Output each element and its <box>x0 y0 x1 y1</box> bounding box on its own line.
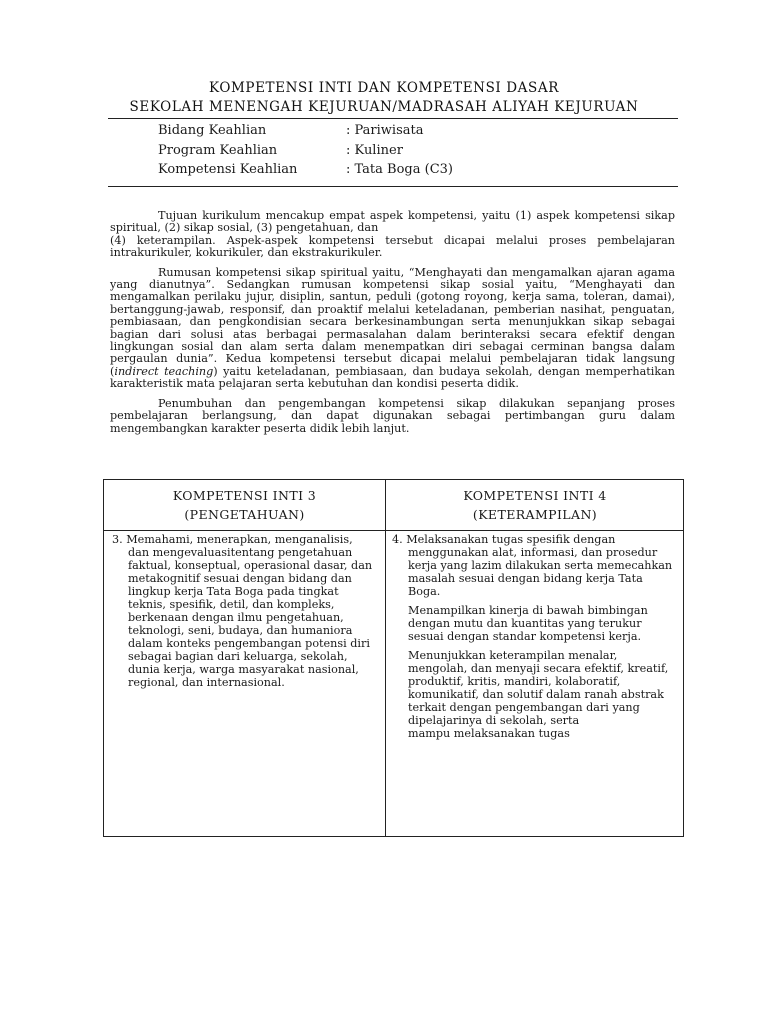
ki4-header <box>386 486 684 524</box>
paragraph-penumbuhan: Penumbuhan dan pengembangan kompetensi sikap dilakukan sepanjang proses pembelajaran berlangsung, dan dapat digunakan sebagai pertimbangan guru dalam mengembangkan karakter peserta didik lebih lanjut. <box>110 396 675 435</box>
ki4-text-3: Menunjukkan keterampilan menalar, mengolah, dan menyaji secara efektif, kreatif, produktif, kritis, mandiri, kolaboratif, komunikatif, dan solutif dalam ranah abstrak terkait dengan pengembangan dari yang dipelajarinya di sekolah, serta <box>408 649 669 727</box>
meta-value: : Pariwisata <box>346 123 424 138</box>
italic-term: indirect teaching <box>114 364 214 378</box>
bottom-divider <box>108 186 678 187</box>
ki4-text-2: Menampilkan kinerja di bawah bimbingan dengan mutu dan kuantitas yang terukur sesuai dengan standar kompetensi kerja. <box>408 604 648 643</box>
ki4-header-subtitle: (KETERAMPILAN) <box>472 507 598 522</box>
competency-table <box>103 479 684 837</box>
meta-label: Kompetensi Keahlian <box>158 162 298 177</box>
header-divider <box>104 530 683 531</box>
meta-value: : Tata Boga (C3) <box>346 162 453 177</box>
column-divider <box>385 480 386 836</box>
ki3-header <box>104 486 385 524</box>
body-paragraphs <box>110 210 675 442</box>
paragraph-tujuan <box>110 210 675 260</box>
ki3-header-subtitle: (PENGETAHUAN) <box>184 507 305 522</box>
paragraph-text: ) yaitu keteladanan, pembiasaan, dan budaya sekolah, dengan memperhatikan karakteristik mata pelajaran serta kebutuhan dan kondisi peserta didik. <box>110 364 676 391</box>
ki4-content <box>392 533 678 740</box>
paragraph-rumusan <box>110 267 675 391</box>
document-subtitle: SEKOLAH MENENGAH KEJURUAN/MADRASAH ALIYAH KEJURUAN <box>129 99 639 115</box>
ki3-header-title: KOMPETENSI INTI 3 <box>172 488 317 503</box>
top-divider <box>108 118 678 119</box>
meta-label: Bidang Keahlian <box>158 123 267 138</box>
paragraph-text: Tujuan kurikulum mencakup empat aspek kompetensi, yaitu (1) aspek kompetensi sikap spiritual, (2) sikap sosial, (3) pengetahuan, dan <box>110 209 675 235</box>
ki4-text-4: mampu melaksanakan tugas <box>408 727 570 740</box>
paragraph-text: (4) keterampilan. Aspek-aspek kompetensi tersebut dicapai melalui proses pembelajaran intrakurikuler, kokurikuler, dan ekstrakurikuler. <box>110 233 675 260</box>
document-title: KOMPETENSI INTI DAN KOMPETENSI DASAR <box>209 80 559 96</box>
ki3-text: 3. Memahami, menerapkan, menganalisis, dan mengevaluasitentang pengetahuan faktual, konseptual, operasional dasar, dan metakognitif sesuai dengan bidang dan lingkup kerja Tata Boga pada tingkat teknis, spesifik, detil, dan kompleks, berkenaan dengan ilmu pengetahuan, teknologi, seni, budaya, dan humaniora dalam konteks pengembangan potensi diri sebagai bagian dari keluarga, sekolah, dunia kerja, warga masyarakat nasional, regional, dan internasional. <box>112 533 373 689</box>
ki4-header-title: KOMPETENSI INTI 4 <box>463 488 607 503</box>
paragraph-text: Rumusan kompetensi sikap spiritual yaitu, “Menghayati dan mengamalkan ajaran agama yang dianutnya”. Sedangkan rumusan kompetensi sikap sosial yaitu, “Menghayati dan mengamalkan perilaku jujur, disiplin, santun, peduli (gotong royong, kerja sama, toleran, damai), bertanggung-jawab, responsif, dan proaktif melalui keteladanan, pemberian nasihat, penguatan, pembiasaan, dan pengkondisian secara berkesinambungan serta menunjukkan sikap sebagai bagian dari solusi atas berbagai permasalahan dalam berinteraksi secara efektif dengan lingkungan sosial dan alam serta dalam menempatkan diri sebagai cerminan bangsa dalam pergaulan dunia”. Kedua kompetensi tersebut dicapai melalui pembelajaran tidak langsung ( <box>110 265 675 378</box>
ki4-text-1: 4. Melaksanakan tugas spesifik dengan menggunakan alat, informasi, dan prosedur kerja yang lazim dilakukan serta memecahkan masalah sesuai dengan bidang kerja Tata Boga. <box>392 533 673 598</box>
ki3-content <box>112 533 376 689</box>
meta-value: : Kuliner <box>346 143 403 158</box>
meta-label: Program Keahlian <box>158 143 278 158</box>
